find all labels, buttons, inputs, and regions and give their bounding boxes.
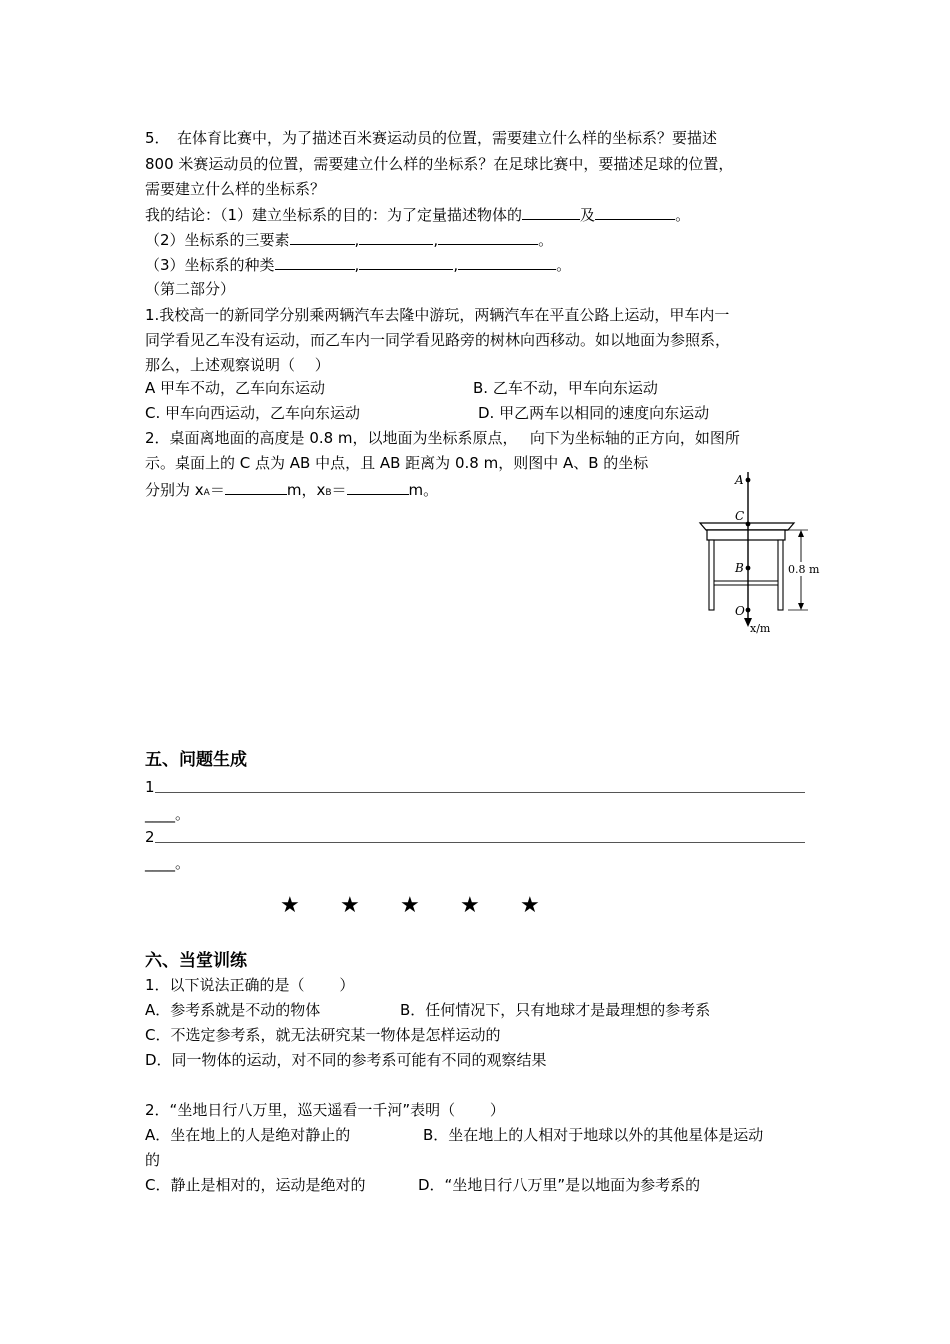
answer-line-2[interactable] bbox=[155, 842, 805, 843]
section-5-title: 五、问题生成 bbox=[145, 750, 247, 770]
dim-arrow-down-icon bbox=[798, 603, 804, 610]
blank-field[interactable] bbox=[522, 204, 580, 220]
s6-q2-option-c[interactable]: C．静止是相对的，运动是绝对的 bbox=[145, 1176, 366, 1194]
p2-q1-line-3: 那么，上述观察说明（ ） bbox=[145, 356, 330, 374]
s6-q2-option-d[interactable]: D．“坐地日行八万里”是以地面为参考系的 bbox=[418, 1176, 701, 1194]
s6-q1-option-b[interactable]: B．任何情况下，只有地球才是最理想的参考系 bbox=[400, 1001, 711, 1019]
blank-field[interactable] bbox=[290, 229, 355, 245]
table-leg-right bbox=[778, 540, 783, 610]
p2-q1-option-d[interactable]: D. 甲乙两车以相同的速度向东运动 bbox=[478, 404, 710, 422]
p2-q1-line-1: 1.我校高一的新同学分别乘两辆汽车去隆中游玩，两辆汽车在平直公路上运动，甲车内一 bbox=[145, 306, 730, 324]
label-c: C bbox=[735, 509, 745, 523]
dim-arrow-up-icon bbox=[798, 530, 804, 537]
conclusion-3-text: （3）坐标系的种类 bbox=[145, 256, 275, 274]
blank-field[interactable] bbox=[347, 479, 409, 495]
s6-q1-option-c[interactable]: C．不选定参考系，就无法研究某一物体是怎样运动的 bbox=[145, 1026, 501, 1044]
dimension-label: 0.8 m bbox=[788, 563, 820, 576]
blank-field[interactable] bbox=[225, 479, 287, 495]
p2-q2-line-1: 2．桌面离地面的高度是 0.8 m，以地面为坐标系原点， 向下为坐标轴的正方向，如图所 bbox=[145, 429, 740, 447]
p2-q2-text-e: m。 bbox=[408, 481, 439, 499]
blank-field[interactable] bbox=[595, 204, 675, 220]
period: 。 bbox=[538, 231, 554, 249]
p2-q2-line-3 bbox=[145, 479, 438, 503]
s6-q1-option-d[interactable]: D．同一物体的运动，对不同的参考系可能有不同的观察结果 bbox=[145, 1051, 547, 1069]
conclusion-2-text: （2）坐标系的三要素 bbox=[145, 231, 290, 249]
conclusion-1 bbox=[145, 204, 690, 225]
conclusion-1-end: 。 bbox=[675, 206, 691, 224]
point-b bbox=[746, 566, 751, 571]
comma: , bbox=[354, 256, 360, 274]
conclusion-1-text: 我的结论：（1）建立坐标系的目的：为了定量描述物体的 bbox=[145, 206, 523, 224]
s6-q2-option-b-cont: 的 bbox=[145, 1151, 161, 1169]
p2-q1-option-b[interactable]: B. 乙车不动，甲车向东运动 bbox=[473, 379, 658, 397]
point-a bbox=[746, 478, 751, 483]
star-icon: ★ bbox=[400, 893, 420, 918]
p2-q2-text-c: m，x bbox=[286, 481, 326, 499]
p2-q2-eq-b: ＝ bbox=[331, 481, 347, 499]
p2-q1-option-c[interactable]: C. 甲车向西运动，乙车向东运动 bbox=[145, 404, 361, 422]
q5-line-1: 5． 在体育比赛中，为了描述百米赛运动员的位置，需要建立什么样的坐标系？要描述 bbox=[145, 129, 718, 147]
q5-line-2: 800 米赛运动员的位置，需要建立什么样的坐标系？在足球比赛中，要描述足球的位置， bbox=[145, 155, 734, 173]
period: 。 bbox=[556, 256, 572, 274]
s6-q1-option-a[interactable]: A．参考系就是不动的物体 bbox=[145, 1001, 321, 1019]
comma: , bbox=[354, 231, 360, 249]
answer-line-1[interactable] bbox=[155, 792, 805, 793]
conclusion-2 bbox=[145, 229, 553, 250]
question-item-1-number: 1 bbox=[145, 778, 155, 796]
answer-line-2-tail: ____。 bbox=[145, 854, 191, 872]
point-c bbox=[746, 522, 751, 527]
p2-q2-text-a: 分别为 x bbox=[145, 481, 204, 499]
blank-field[interactable] bbox=[359, 254, 453, 270]
answer-line-1-tail: ____。 bbox=[145, 805, 191, 823]
p2-q2-eq-a: ＝ bbox=[209, 481, 225, 499]
table-stretcher bbox=[714, 581, 778, 585]
blank-field[interactable] bbox=[275, 254, 355, 270]
s6-q2-option-b[interactable]: B．坐在地上的人相对于地球以外的其他星体是运动 bbox=[423, 1126, 764, 1144]
section-6-title: 六、当堂训练 bbox=[145, 951, 247, 971]
part-two-heading: （第二部分） bbox=[145, 280, 236, 298]
s6-q2-option-a[interactable]: A．坐在地上的人是绝对静止的 bbox=[145, 1126, 351, 1144]
comma: , bbox=[433, 231, 439, 249]
s6-q2: 2．“坐地日行八万里，巡天遥看一千河”表明（ ） bbox=[145, 1101, 505, 1119]
blank-field[interactable] bbox=[458, 254, 556, 270]
p2-q1-line-2: 同学看见乙车没有运动，而乙车内一同学看见路旁的树林向西移动。如以地面为参照系， bbox=[145, 331, 731, 349]
table-apron-box bbox=[707, 530, 785, 540]
subscript-b: B bbox=[325, 488, 332, 498]
star-icon: ★ bbox=[460, 893, 480, 918]
subscript-a: A bbox=[203, 488, 210, 498]
table-axis-figure bbox=[680, 468, 830, 638]
label-a: A bbox=[735, 473, 744, 487]
axis-label: x/m bbox=[750, 622, 771, 635]
comma: , bbox=[453, 256, 459, 274]
q5-line-3: 需要建立什么样的坐标系？ bbox=[145, 180, 326, 198]
blank-field[interactable] bbox=[438, 229, 538, 245]
label-b: B bbox=[735, 561, 744, 575]
blank-field[interactable] bbox=[359, 229, 433, 245]
question-item-2-number: 2 bbox=[145, 828, 155, 846]
conclusion-1-and: 及 bbox=[580, 206, 596, 224]
star-icon: ★ bbox=[280, 893, 300, 918]
p2-q2-line-2: 示。桌面上的 C 点为 AB 中点，且 AB 距离为 0.8 m，则图中 A、B 的坐标 bbox=[145, 454, 649, 472]
point-o bbox=[746, 608, 751, 613]
star-icon: ★ bbox=[520, 893, 540, 918]
s6-q1: 1．以下说法正确的是（ ） bbox=[145, 976, 355, 994]
table-leg-left bbox=[709, 540, 714, 610]
star-icon: ★ bbox=[340, 893, 360, 918]
star-divider bbox=[270, 893, 570, 923]
label-o: O bbox=[735, 604, 745, 618]
conclusion-3 bbox=[145, 254, 571, 275]
p2-q1-option-a[interactable]: A 甲车不动，乙车向东运动 bbox=[145, 379, 326, 397]
